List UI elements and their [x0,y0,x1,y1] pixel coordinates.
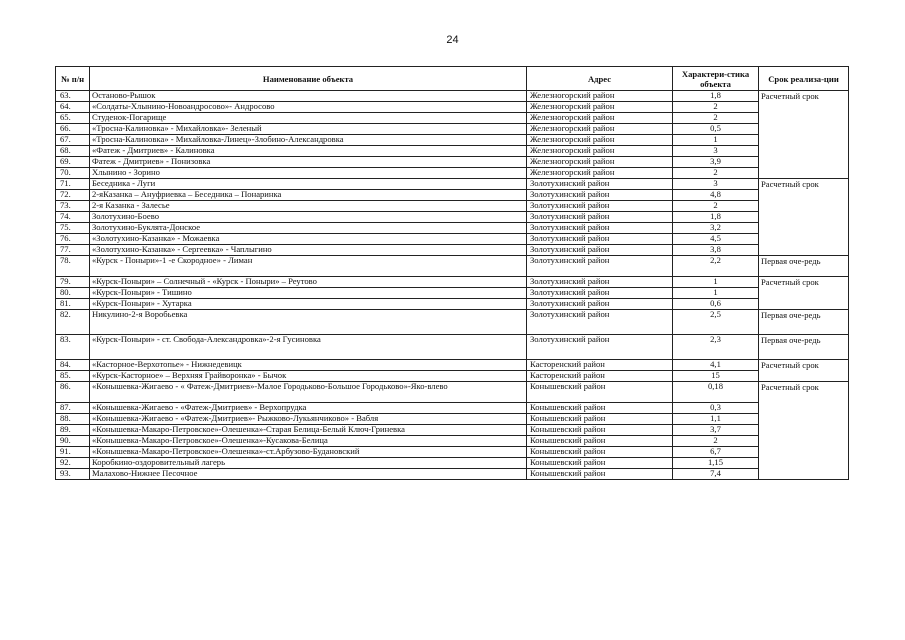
row-num: 79. [56,277,90,288]
row-address: Железногорский район [527,102,673,113]
row-name: Коробкино-оздоровительный лагерь [90,458,527,469]
header-name: Наименование объекта [90,67,527,91]
row-term: Расчетный срок [759,277,849,310]
table-row [56,124,849,135]
row-value: 3,8 [673,245,759,256]
row-value: 3,7 [673,425,759,436]
row-num: 66. [56,124,90,135]
row-address: Конышевский район [527,403,673,414]
row-term: Расчетный срок [759,91,849,179]
row-address: Золотухинский район [527,223,673,234]
row-name: «Фатеж - Дмитриев» - Калиновка [90,146,527,157]
row-name: «Конышевка-Макаро-Петровское»-Олешенка»-Кусакова-Белица [90,436,527,447]
row-name: «Золотухино-Казанка» - Можаевка [90,234,527,245]
row-value: 2 [673,436,759,447]
row-value: 3,2 [673,223,759,234]
row-num: 68. [56,146,90,157]
row-num: 86. [56,382,90,403]
row-address: Золотухинский район [527,234,673,245]
row-value: 0,5 [673,124,759,135]
row-address: Железногорский район [527,124,673,135]
table-row [56,201,849,212]
row-value: 0,18 [673,382,759,403]
row-value: 4,5 [673,234,759,245]
row-value: 6,7 [673,447,759,458]
row-num: 64. [56,102,90,113]
row-value: 2,3 [673,335,759,360]
table-row [56,168,849,179]
row-name: Золотухино-Боево [90,212,527,223]
row-value: 3 [673,179,759,190]
table-row [56,371,849,382]
row-address: Конышевский район [527,447,673,458]
table-row [56,469,849,480]
row-address: Железногорский район [527,146,673,157]
row-address: Железногорский район [527,91,673,102]
row-name: «Курск - Поныри»-1 -е Скородное» - Лиман [90,256,527,277]
row-address: Железногорский район [527,135,673,146]
row-name: «Тросна-Калиновка» - Михайловка-Линец»-Злобино-Александровка [90,135,527,146]
row-num: 70. [56,168,90,179]
row-num: 81. [56,299,90,310]
row-address: Золотухинский район [527,179,673,190]
row-name: 2-яКазанка – Ануфриевка – Беседника – Понаринка [90,190,527,201]
row-num: 91. [56,447,90,458]
row-address: Конышевский район [527,382,673,403]
row-num: 72. [56,190,90,201]
row-value: 1 [673,277,759,288]
row-name: Хлынино - Зорино [90,168,527,179]
row-name: «Конышевка-Макаро-Петровское»-Олешенка»-ст.Арбузово-Будановский [90,447,527,458]
row-name: Студенок-Погарище [90,113,527,124]
row-num: 85. [56,371,90,382]
row-value: 2 [673,201,759,212]
row-num: 90. [56,436,90,447]
row-num: 71. [56,179,90,190]
table-row [56,436,849,447]
row-value: 1,8 [673,212,759,223]
table-row [56,288,849,299]
table-row [56,335,849,360]
table-header-row [56,67,849,91]
page-number: 24 [446,34,459,46]
row-num: 76. [56,234,90,245]
objects-table [55,66,849,480]
row-num: 89. [56,425,90,436]
row-num: 83. [56,335,90,360]
row-value: 2,5 [673,310,759,335]
row-address: Золотухинский район [527,190,673,201]
header-characteristic: Характери-стика объекта [673,67,759,91]
row-name: 2-я Казанка - Залесье [90,201,527,212]
row-address: Золотухинский район [527,335,673,360]
row-address: Золотухинский район [527,310,673,335]
row-term: Расчетный срок [759,382,849,480]
row-address: Золотухинский район [527,245,673,256]
row-address: Железногорский район [527,113,673,124]
row-address: Золотухинский район [527,288,673,299]
table-row [56,223,849,234]
table-row [56,157,849,168]
table-row [56,245,849,256]
row-name: «Курск-Касторное» – Верхняя Грайворонка» - Бычок [90,371,527,382]
row-num: 69. [56,157,90,168]
row-name: «Курск-Поныри» - Тишино [90,288,527,299]
row-value: 2,2 [673,256,759,277]
row-name: «Курск-Поныри» - Хутарка [90,299,527,310]
header-num: № п/н [56,67,90,91]
table-row [56,102,849,113]
row-num: 80. [56,288,90,299]
table-row [56,135,849,146]
row-address: Золотухинский район [527,299,673,310]
row-name: «Касторное-Верхотопье» - Нижнедевицк [90,360,527,371]
row-num: 75. [56,223,90,234]
row-value: 4,1 [673,360,759,371]
row-value: 15 [673,371,759,382]
table-row [56,458,849,469]
row-value: 2 [673,168,759,179]
row-value: 1 [673,288,759,299]
table-row [56,234,849,245]
table-row [56,146,849,157]
row-value: 0,6 [673,299,759,310]
table-row [56,447,849,458]
table-row [56,179,849,190]
row-name: «Конышевка-Макаро-Петровское»-Олешенка»-Старая Белица-Белый Ключ-Гриневка [90,425,527,436]
row-value: 0,3 [673,403,759,414]
row-value: 1,1 [673,414,759,425]
row-address: Конышевский район [527,469,673,480]
row-num: 73. [56,201,90,212]
row-term: Первая оче-редь [759,310,849,335]
row-num: 65. [56,113,90,124]
table-row [56,360,849,371]
row-address: Касторенский район [527,371,673,382]
row-num: 63. [56,91,90,102]
row-term: Первая оче-редь [759,256,849,277]
table-row [56,382,849,403]
row-num: 88. [56,414,90,425]
row-address: Золотухинский район [527,212,673,223]
row-value: 4,8 [673,190,759,201]
row-value: 1,8 [673,91,759,102]
table-row [56,299,849,310]
table-row [56,256,849,277]
row-num: 74. [56,212,90,223]
row-address: Железногорский район [527,168,673,179]
table-row [56,403,849,414]
table-row [56,310,849,335]
row-name: «Конышевка-Жигаево - «Фатеж-Дмитриев»- Рыжково-Лукьянчиково» - Вабля [90,414,527,425]
row-term: Расчетный срок [759,360,849,382]
row-address: Касторенский район [527,360,673,371]
row-name: «Конышевка-Жигаево - «Фатеж-Дмитриев» - Верхопрудка [90,403,527,414]
row-num: 93. [56,469,90,480]
table-row [56,113,849,124]
row-address: Золотухинский район [527,277,673,288]
row-num: 77. [56,245,90,256]
row-name: Малахово-Нижнее Песочное [90,469,527,480]
row-num: 78. [56,256,90,277]
row-num: 87. [56,403,90,414]
row-name: «Солдаты-Хлынино-Новоандросово»- Андросово [90,102,527,113]
row-name: «Курск-Поныри» - ст. Свобода-Александровка»-2-я Гусиновка [90,335,527,360]
table-row [56,425,849,436]
table-row [56,277,849,288]
row-name: «Конышевка-Жигаево - « Фатеж-Дмитриев»-Малое Городьково-Большое Городьково»-Яко-влево [90,382,527,403]
row-value: 2 [673,113,759,124]
row-address: Конышевский район [527,436,673,447]
row-name: «Курск-Поныри» – Солнечный - «Курск - Поныри» – Реутово [90,277,527,288]
row-num: 84. [56,360,90,371]
table-row [56,190,849,201]
row-num: 67. [56,135,90,146]
row-value: 3,9 [673,157,759,168]
row-name: Останово-Рышок [90,91,527,102]
row-value: 2 [673,102,759,113]
row-term: Первая оче-редь [759,335,849,360]
row-term: Расчетный срок [759,179,849,256]
row-value: 1 [673,135,759,146]
row-num: 82. [56,310,90,335]
row-value: 3 [673,146,759,157]
row-name: Фатеж - Дмитриев» - Понизовка [90,157,527,168]
row-name: «Тросна-Калиновка» - Михайловка»- Зеленый [90,124,527,135]
row-value: 1,15 [673,458,759,469]
row-address: Конышевский район [527,425,673,436]
header-address: Адрес [527,67,673,91]
row-name: Никулино-2-я Воробьевка [90,310,527,335]
header-term: Срок реализа-ции [759,67,849,91]
row-address: Золотухинский район [527,256,673,277]
row-name: Золотухино-Буклята-Донское [90,223,527,234]
table-row [56,212,849,223]
row-name: «Золотухино-Казанка» - Сергеевка» - Чаплыгино [90,245,527,256]
table-row [56,91,849,102]
row-num: 92. [56,458,90,469]
row-address: Золотухинский район [527,201,673,212]
table-row [56,414,849,425]
row-value: 7,4 [673,469,759,480]
row-name: Беседника - Луги [90,179,527,190]
row-address: Конышевский район [527,414,673,425]
row-address: Конышевский район [527,458,673,469]
row-address: Железногорский район [527,157,673,168]
